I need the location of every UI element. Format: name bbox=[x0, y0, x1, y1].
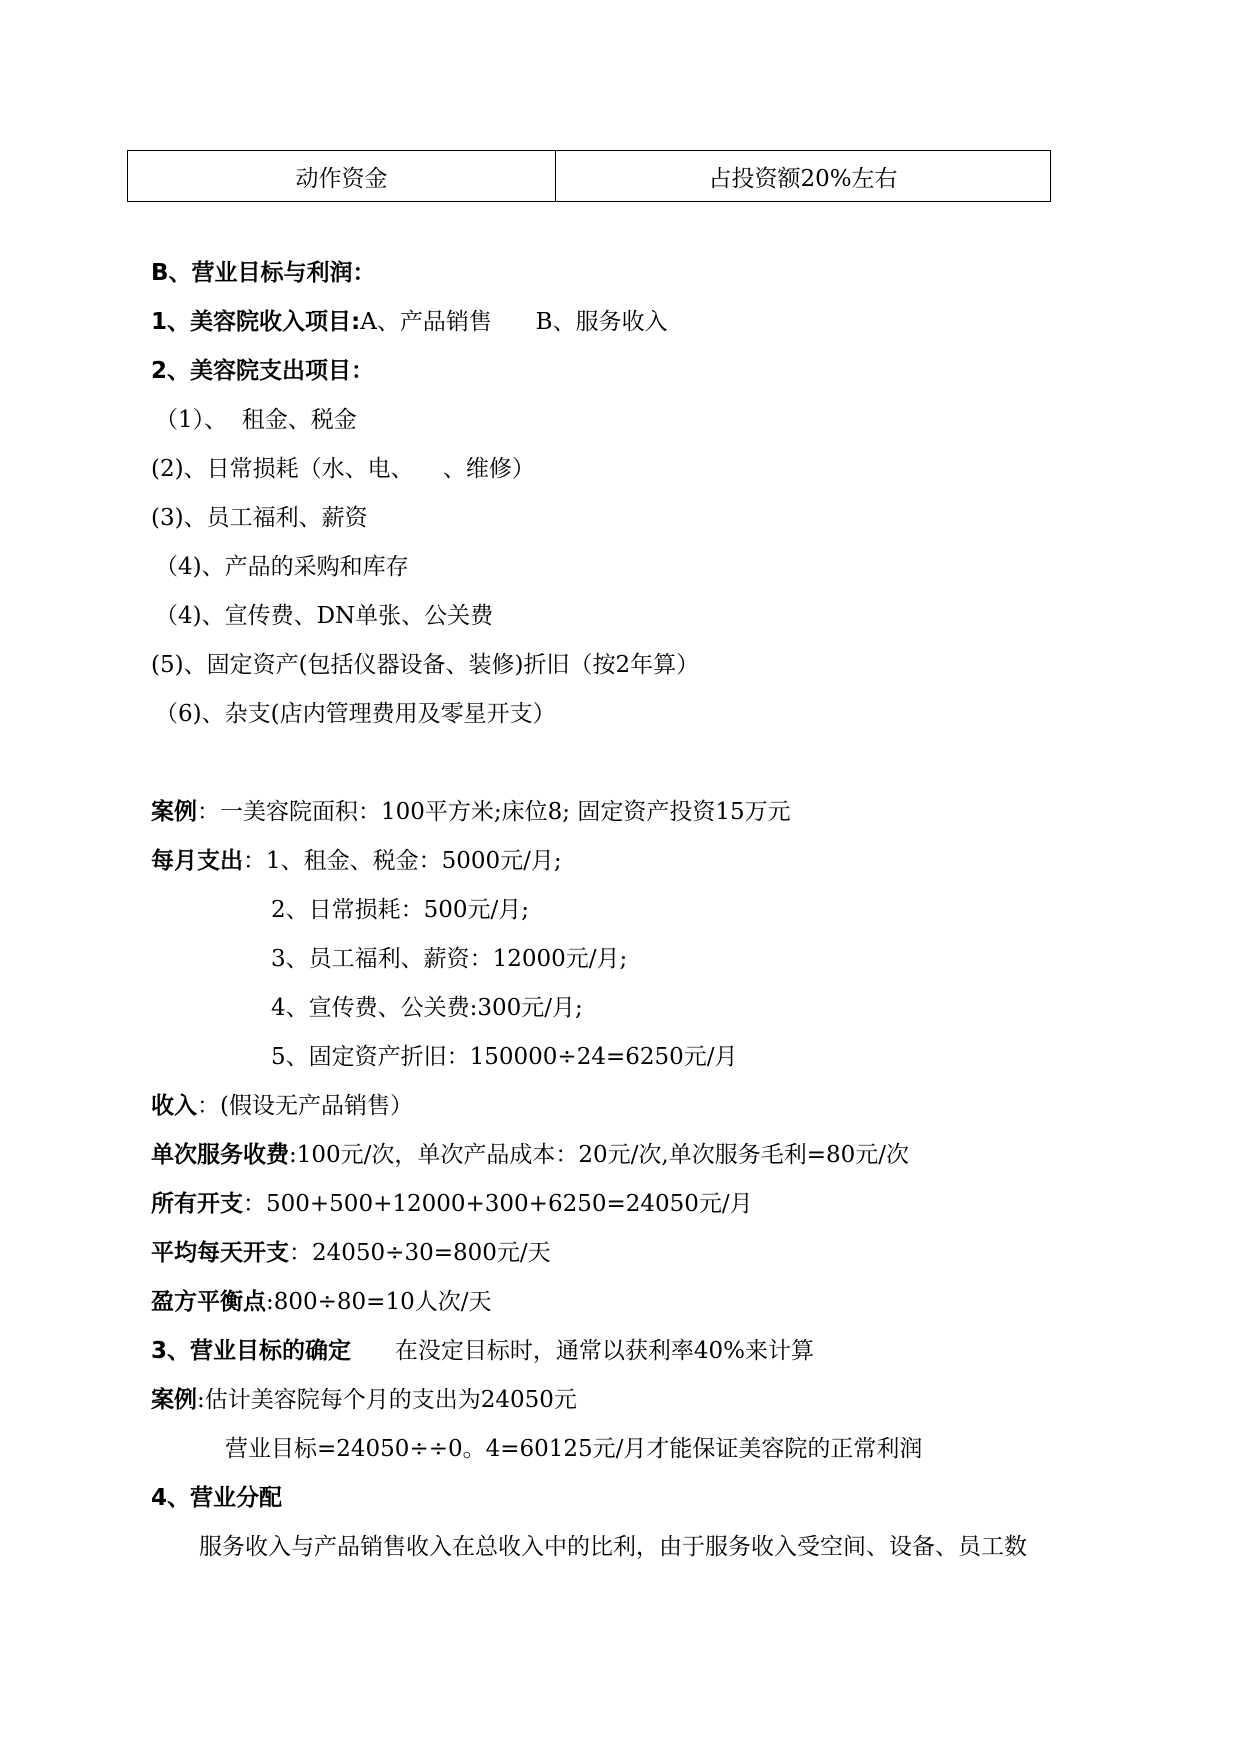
income-items: A、产品销售 B、服务收入 bbox=[360, 309, 668, 335]
expense-item: (3)、员工福利、薪资 bbox=[151, 505, 368, 531]
total-text: ：500+500+12000+300+6250=24050元/月 bbox=[243, 1191, 753, 1217]
section-b-heading: B、营业目标与利润： bbox=[151, 260, 376, 286]
expense-item: (5)、固定资产(包括仪器设备、装修)折旧（按2年算） bbox=[151, 652, 700, 678]
expense-item: (2)、日常损耗（水、电、 、维修） bbox=[151, 456, 535, 482]
breakeven-text: :800÷80=10人次/天 bbox=[266, 1289, 492, 1315]
monthly-item: 2、日常损耗：500元/月; bbox=[271, 897, 530, 923]
case2-label: 案例 bbox=[151, 1387, 197, 1413]
daily-text: ：24050÷30=800元/天 bbox=[289, 1240, 551, 1266]
per-service-text: :100元/次，单次产品成本：20元/次,单次服务毛利=80元/次 bbox=[289, 1142, 910, 1168]
table-cell-value: 占投资额20%左右 bbox=[556, 151, 1051, 202]
monthly-item: 4、宣传费、公关费:300元/月; bbox=[271, 995, 583, 1021]
expense-item: （4)、宣传费、DN单张、公关费 bbox=[155, 603, 494, 629]
total-line bbox=[151, 1189, 753, 1219]
monthly-line bbox=[151, 846, 562, 876]
table-row bbox=[128, 151, 1051, 202]
section3-label: 3、营业目标的确定 bbox=[151, 1338, 352, 1364]
section4-paragraph: 服务收入与产品销售收入在总收入中的比利，由于服务收入受空间、设备、员工数 bbox=[199, 1534, 1027, 1560]
case2-text: :估计美容院每个月的支出为24050元 bbox=[197, 1387, 577, 1413]
income-case-label: 收入 bbox=[151, 1093, 197, 1119]
capital-table bbox=[127, 150, 1051, 202]
monthly-label: 每月支出 bbox=[151, 848, 243, 874]
per-service-label: 单次服务收费 bbox=[151, 1142, 289, 1168]
income-line bbox=[151, 1091, 413, 1121]
monthly-item: 3、员工福利、薪资：12000元/月; bbox=[271, 946, 628, 972]
per-service-line bbox=[151, 1140, 909, 1170]
expense-item: （6)、杂支(店内管理费用及零星开支） bbox=[155, 701, 556, 727]
expense-heading: 2、美容院支出项目： bbox=[151, 358, 375, 384]
monthly-item: 5、固定资产折旧：150000÷24=6250元/月 bbox=[271, 1044, 738, 1070]
total-label: 所有开支 bbox=[151, 1191, 243, 1217]
income-case-text: ：(假设无产品销售） bbox=[197, 1093, 413, 1119]
expense-item: （1）、 租金、税金 bbox=[155, 407, 357, 433]
expense-item: （4)、产品的采购和库存 bbox=[155, 554, 409, 580]
section4-heading: 4、营业分配 bbox=[151, 1485, 283, 1511]
breakeven-line bbox=[151, 1287, 491, 1317]
section3-line bbox=[151, 1336, 814, 1366]
target-line: 营业目标=24050÷÷0。4=60125元/月才能保证美容院的正常利润 bbox=[225, 1436, 923, 1462]
case1-label: 案例 bbox=[151, 799, 197, 825]
income-label: 1、美容院收入项目: bbox=[151, 309, 361, 335]
monthly-first: ：1、租金、税金：5000元/月; bbox=[243, 848, 562, 874]
case2-line bbox=[151, 1385, 577, 1415]
table-cell-item: 动作资金 bbox=[128, 151, 556, 202]
section3-text: 在没定目标时，通常以获利率40%来计算 bbox=[351, 1338, 815, 1364]
case1-line bbox=[151, 797, 791, 827]
breakeven-label: 盈方平衡点 bbox=[151, 1289, 266, 1315]
daily-line bbox=[151, 1238, 551, 1268]
case1-text: ：一美容院面积：100平方米;床位8; 固定资产投资15万元 bbox=[197, 799, 791, 825]
daily-label: 平均每天开支 bbox=[151, 1240, 289, 1266]
income-items-line bbox=[151, 307, 668, 337]
